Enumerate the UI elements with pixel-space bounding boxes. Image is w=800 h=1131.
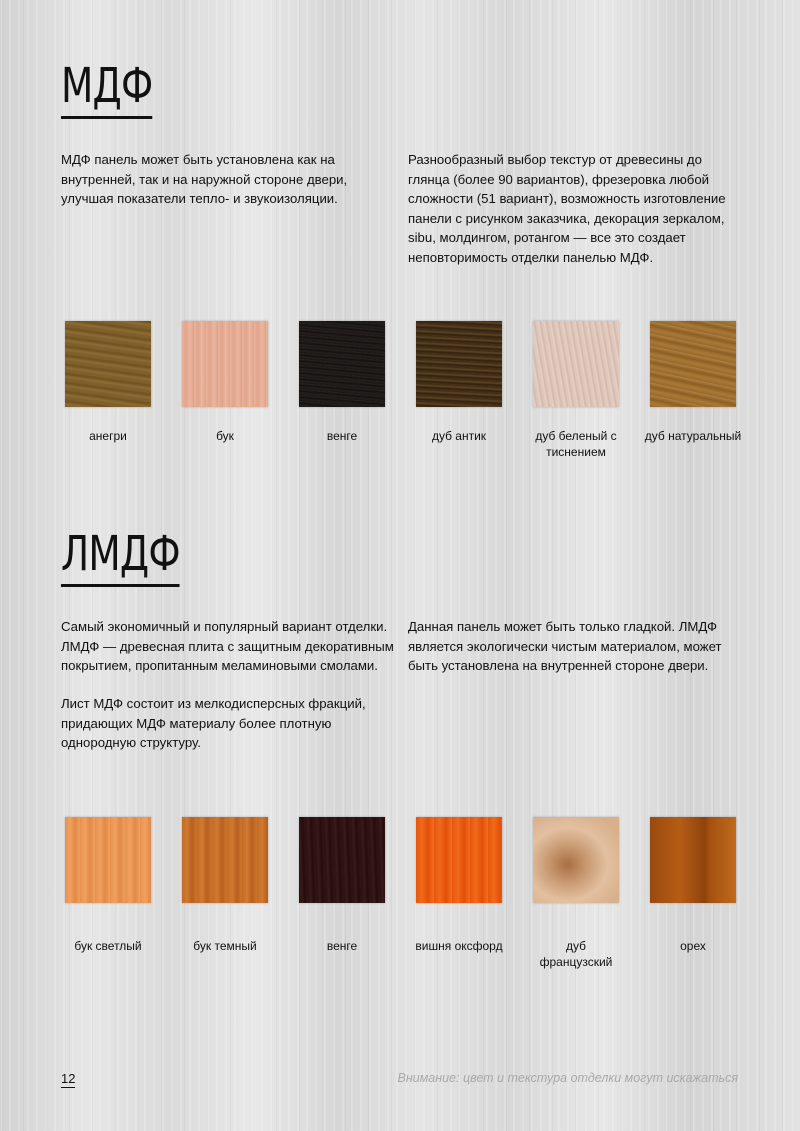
color-warning-note: Внимание: цвет и текстура отделки могут искажаться bbox=[397, 1071, 738, 1085]
swatch-label: анегри bbox=[89, 429, 127, 443]
lmdf-section-title: ЛМДФ bbox=[61, 530, 180, 587]
lmdf-description-right: Данная панель может быть только гладкой. ЛМДФ является экологически чистым материалом, может быть установлена на внутренней стороне двери. bbox=[408, 619, 722, 673]
swatch-french-oak bbox=[533, 817, 619, 903]
swatch-label: венге bbox=[326, 939, 358, 953]
swatch-wenge bbox=[299, 321, 385, 407]
swatch-oak-antique bbox=[416, 321, 502, 407]
mdf-section-title: МДФ bbox=[61, 62, 152, 119]
swatch-natural-oak bbox=[650, 321, 736, 407]
swatch-label: дуб антик bbox=[431, 429, 487, 443]
swatch-anegri bbox=[65, 321, 151, 407]
swatch-oxford-cherry bbox=[416, 817, 502, 903]
page-number: 12 bbox=[61, 1071, 76, 1086]
swatch-label: бук темный bbox=[193, 939, 257, 953]
swatch-wenge bbox=[299, 817, 385, 903]
swatch-beech bbox=[182, 321, 268, 407]
swatch-dark-beech bbox=[182, 817, 268, 903]
swatch-label: дуб французский bbox=[539, 939, 613, 969]
mdf-description-left: МДФ панель может быть установлена как на внутренней, так и на наружной стороне двери, улучшая показатели тепло- и звукоизоляции. bbox=[61, 152, 348, 206]
swatch-label: вишня оксфорд bbox=[415, 939, 503, 953]
swatch-label: бук bbox=[216, 429, 234, 443]
swatch-bleached-oak bbox=[533, 321, 619, 407]
swatch-label: дуб беленый с тиснением bbox=[535, 429, 617, 459]
swatch-label: венге bbox=[326, 429, 358, 443]
swatch-label: орех bbox=[680, 939, 706, 953]
swatch-walnut bbox=[650, 817, 736, 903]
lmdf-description-left-1: Самый экономичный и популярный вариант отделки. ЛМДФ — древесная плита с защитным декоративным покрытием, пропитанным меламиновыми смолами. bbox=[61, 619, 394, 673]
mdf-description-right: Разнообразный выбор текстур от древесины до глянца (более 90 вариантов), фрезеровка любой сложности (51 вариант), возможность изготовление панели с рисунком заказчика, декорация зеркалом, sibu, молдингом, ротангом — все это создает неповторимость отделки панелью МДФ. bbox=[408, 152, 726, 265]
swatch-label: дуб натуральный bbox=[644, 429, 742, 443]
lmdf-description-left-2: Лист МДФ состоит из мелкодисперсных фракций, придающих МДФ материалу более плотную однородную структуру. bbox=[61, 696, 366, 750]
swatch-label: бук светлый bbox=[74, 939, 142, 953]
swatch-light-beech bbox=[65, 817, 151, 903]
